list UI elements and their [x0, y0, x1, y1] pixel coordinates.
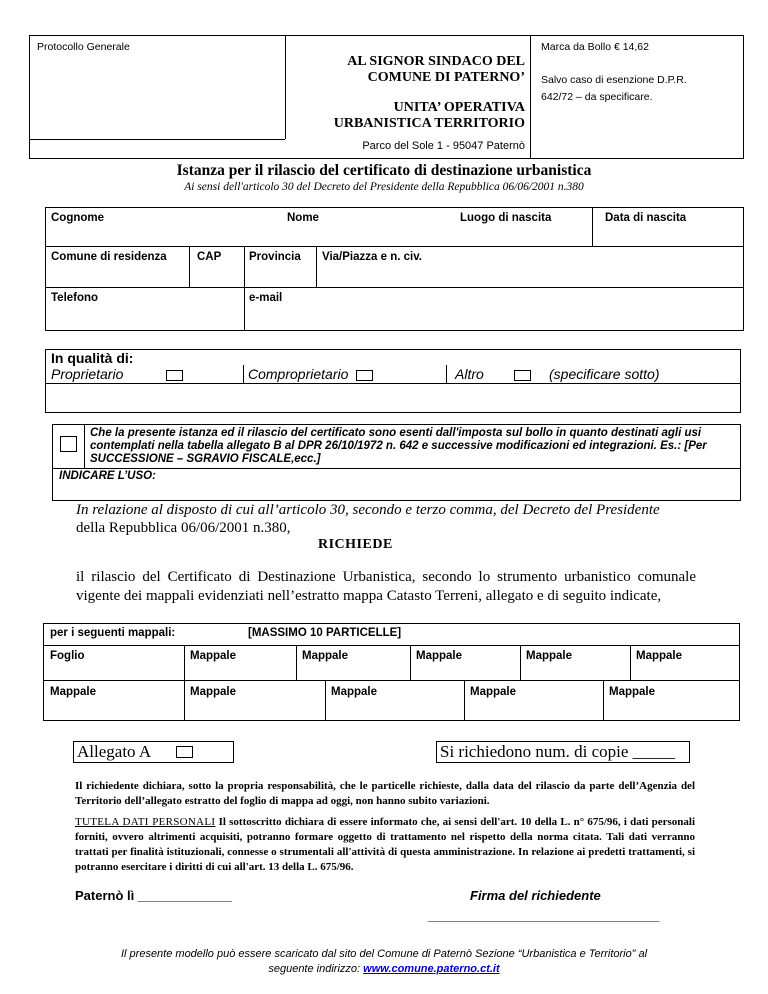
mappale-field-3[interactable]: Mappale [416, 650, 463, 662]
esenzione-col [84, 424, 85, 468]
footer-line-2-text: seguente indirizzo: [268, 963, 361, 975]
per-seguenti-label: per i seguenti mappali: [50, 627, 176, 639]
mappale-field-9[interactable]: Mappale [470, 686, 517, 698]
col-line-2 [189, 246, 190, 287]
firma-label: Firma del richiedente [470, 888, 601, 903]
header-divider-right [530, 35, 531, 159]
mappale-field-10[interactable]: Mappale [609, 686, 656, 698]
footer-line-2 [0, 963, 768, 975]
unit-line-1: UNITA’ OPERATIVA [393, 100, 525, 115]
richiede-heading: RICHIEDE [318, 537, 393, 552]
rilascio-text: il rilascio del Certificato di Destinazione Urbanistica, secondo lo strumento urbanistico comunale vigente dei mappali evidenziati nell’estratto mappa Catasto Terreni, allegato e di seguito indicate, [76, 569, 696, 604]
mappali-r1-col-1 [184, 645, 185, 721]
address: Parco del Sole 1 - 95047 Paternò [362, 140, 525, 152]
mappale-field-8[interactable]: Mappale [331, 686, 378, 698]
mappali-r2-col-3 [464, 680, 465, 721]
stamp-note-2: 642/72 – da specificare. [541, 91, 653, 103]
addressee-line-1: AL SIGNOR SINDACO DEL [347, 54, 525, 69]
mappali-r2-col-4 [603, 680, 604, 721]
esenzione-checkbox[interactable] [60, 436, 77, 452]
mappali-r2-col-2 [325, 680, 326, 721]
mappali-r1-col-2 [296, 645, 297, 680]
mappale-field-2[interactable]: Mappale [302, 650, 349, 662]
personal-data-table [45, 207, 744, 331]
via-field[interactable]: Via/Piazza e n. civ. [322, 251, 422, 263]
row-line-1 [45, 246, 744, 247]
proprietario-checkbox[interactable] [166, 370, 183, 381]
data-nascita-field[interactable]: Data di nascita [605, 212, 687, 224]
mappali-r1-col-4 [520, 645, 521, 680]
mappali-line-1 [43, 645, 740, 646]
qualita-heading: In qualità di: [51, 350, 134, 366]
tutela-text [75, 815, 695, 875]
mappale-field-6[interactable]: Mappale [50, 686, 97, 698]
luogo-nascita-field[interactable]: Luogo di nascita [460, 212, 552, 224]
nome-field[interactable]: Nome [287, 212, 319, 224]
massimo-label: [MASSIMO 10 PARTICELLE] [248, 627, 402, 639]
allegato-label: Allegato A [77, 742, 152, 761]
footer-link[interactable]: www.comune.paterno.ct.it [363, 963, 500, 975]
col-line-3 [244, 246, 245, 331]
header-divider-left [285, 35, 286, 139]
proprietario-label: Proprietario [51, 366, 124, 382]
mappale-field-1[interactable]: Mappale [190, 650, 237, 662]
esenzione-line [52, 468, 741, 469]
header-divider-h [29, 139, 285, 140]
copie-field[interactable]: Si richiedono num. di copie _____ [440, 742, 676, 761]
qualita-col-1 [243, 365, 244, 383]
tutela-title: TUTELA DATI PERSONALI [75, 816, 216, 828]
dichiarazione-text: Il richiedente dichiara, sotto la propria responsabilità, che le particelle richieste, dalla data del rilascio da parte dell’Agenzia del Territorio dell’allegato estratto del foglio di mappa ad oggi, non hanno subito variazioni. [75, 780, 695, 807]
page-subtitle: Ai sensi dell'articolo 30 del Decreto del Presidente della Repubblica 06/06/2001 n.380 [184, 181, 584, 193]
allegato-checkbox[interactable] [176, 746, 193, 758]
stamp-title: Marca da Bollo € 14,62 [541, 41, 649, 53]
addressee-line-2: COMUNE DI PATERNO’ [367, 70, 525, 85]
comproprietario-checkbox[interactable] [356, 370, 373, 381]
foglio-field[interactable]: Foglio [50, 650, 85, 662]
email-field[interactable]: e-mail [249, 292, 283, 304]
provincia-field[interactable]: Provincia [249, 251, 301, 263]
page-title: Istanza per il rilascio del certificato di destinazione urbanistica [176, 162, 592, 179]
firma-line[interactable]: ________________________________ [428, 908, 660, 923]
relazione-line-2: della Repubblica 06/06/2001 n.380, [76, 520, 291, 536]
row-line-2 [45, 287, 744, 288]
comproprietario-label: Comproprietario [248, 366, 349, 382]
stamp-note-1: Salvo caso di esenzione D.P.R. [541, 74, 687, 86]
luogo-data-field[interactable]: Paternò lì _____________ [75, 888, 232, 903]
stamp-note [541, 72, 687, 106]
unit-line-2: URBANISTICA TERRITORIO [333, 116, 525, 131]
indicare-uso-label: INDICARE L’USO: [59, 470, 156, 482]
altro-specify-field[interactable] [46, 384, 740, 412]
cap-field[interactable]: CAP [197, 251, 222, 263]
mappali-r1-col-3 [410, 645, 411, 680]
unit [290, 100, 525, 132]
mappale-field-5[interactable]: Mappale [636, 650, 683, 662]
protocollo-label: Protocollo Generale [37, 41, 130, 53]
qualita-col-2 [446, 365, 447, 383]
relazione-line-1: In relazione al disposto di cui all’articolo 30, secondo e terzo comma, del Decreto del Presidente [76, 502, 660, 518]
mappali-r1-col-5 [630, 645, 631, 680]
telefono-field[interactable]: Telefono [51, 292, 99, 304]
comune-residenza-field[interactable]: Comune di residenza [51, 251, 167, 263]
mappali-line-2 [43, 680, 740, 681]
mappale-field-7[interactable]: Mappale [190, 686, 237, 698]
col-line-1 [592, 207, 593, 246]
col-line-4 [316, 246, 317, 287]
altro-label: Altro [455, 366, 484, 382]
tutela-body: Il sottoscritto dichiara di essere informato che, ai sensi dell'art. 10 della L. n° 675/96, i dati personali forniti, ovvero altrimenti acquisiti, potranno formare oggetto di trattamento nel rispetto della norma citata. Tali dati verranno trattati per finalità istituzionali, connesse o strumentali all'attività di questa amministrazione. In relazione ai predetti trattamenti, si potranno esercitare i diritti di cui all'art. 13 della L. 675/96. [75, 816, 695, 873]
altro-checkbox[interactable] [514, 370, 531, 381]
mappale-field-4[interactable]: Mappale [526, 650, 573, 662]
footer-line-1: Il presente modello può essere scaricato dal sito del Comune di Paternò Sezione “Urbanistica e Territorio” al [120, 948, 648, 960]
specificare-label: (specificare sotto) [549, 366, 660, 382]
addressee [290, 54, 525, 86]
cognome-field[interactable]: Cognome [51, 212, 105, 224]
esenzione-text: Che la presente istanza ed il rilascio del certificato sono esenti dall'imposta sul bollo in quanto destinati agli usi contemplati nella tabella allegato B al DPR 26/10/1972 n. 642 e successive modificazioni ed integrazioni. Es.: [Per SUCCESSIONE – SGRAVIO FISCALE,ecc.] [90, 427, 707, 465]
